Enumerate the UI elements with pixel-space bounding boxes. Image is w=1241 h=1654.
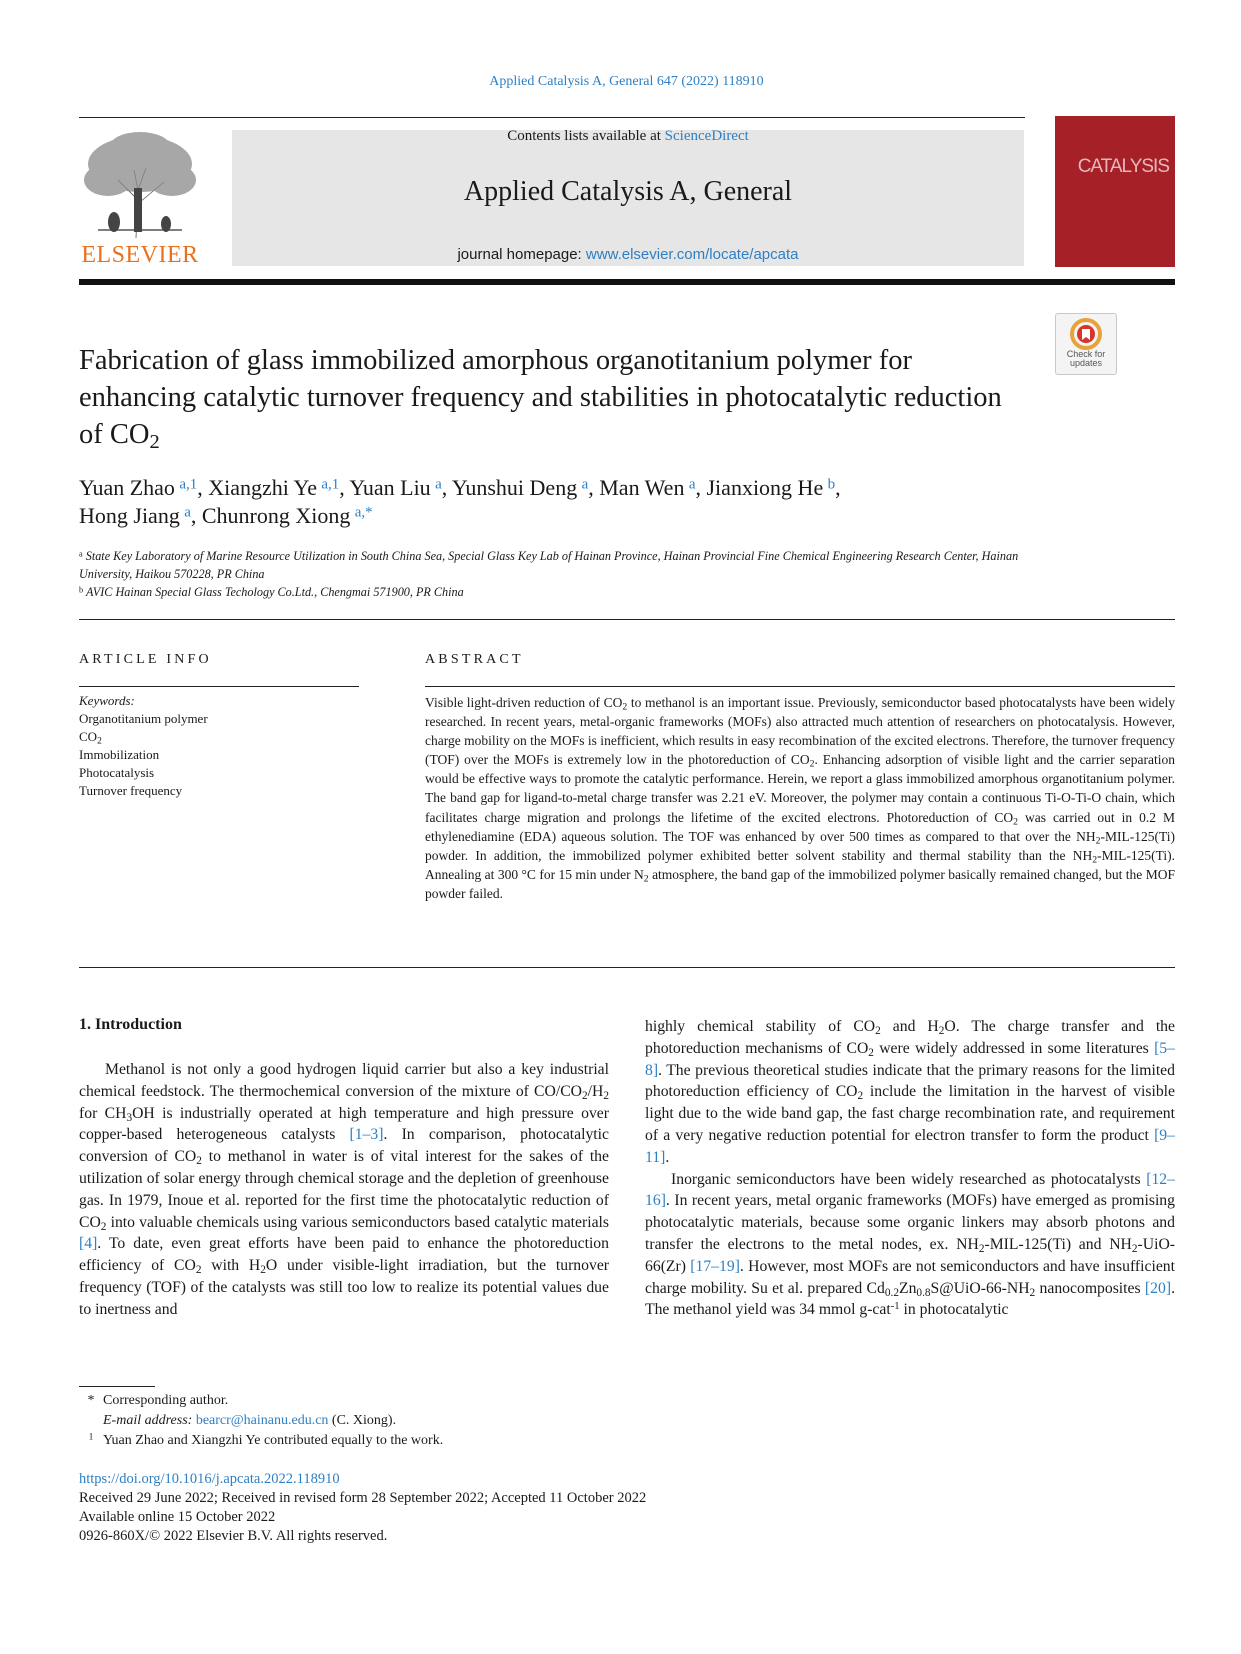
elsevier-logo[interactable] [78,130,202,270]
homepage-line [232,246,1024,263]
email-note: E-mail address: bearcr@hainanu.edu.cn (C. Xiong). [103,1413,397,1428]
author-affiliation-mark[interactable]: a,1 [179,476,198,493]
available-online: Available online 15 October 2022 [79,1509,276,1525]
author-affiliation-mark[interactable]: a [435,476,442,493]
author-name[interactable]: Yunshui Deng [451,475,578,500]
journal-citation-link[interactable]: Applied Catalysis A, General 647 (2022) 118910 [489,74,764,89]
journal-cover-thumbnail[interactable] [1055,116,1175,267]
front-matter-divider [79,967,1175,968]
footnote-rule [79,1386,155,1387]
author-affiliation-mark[interactable]: a [581,476,589,493]
header-divider [79,117,1025,118]
check-updates-icon [1056,316,1116,352]
author-affiliation-mark[interactable]: a,* [354,504,373,521]
reference-link[interactable]: [1–3] [349,1126,384,1144]
author-list: Yuan Zhao $^{a,1}$, Xiangzhi Ye $^{a,1}$, Yuan Liu $^a$, Yunshui Deng $^a$, Man Wen $^a$, Jianxiong He $^b$, Hong Jiang $^a$, Chunrong Xiong $^{a,*}$ [79,475,841,528]
title-subscript: 2 [149,431,160,454]
keyword-item: Organotitanium polymer [79,711,208,726]
intro-paragraph-3: Inorganic semiconductors have been widely researched as photocatalysts [12–16]. In recent years, metal organic frameworks (MOFs) have emerged as promising photocatalytic materials, because some organic linkers may absorb photons and transfer the electrons to the metal nodes, ex. $NH_2-MIL-125(Ti)$ and $NH_2-UiO-66(Zr)$ [17–19]. However, most MOFs are not semiconductors and have insufficient charge mobility. Su et al. prepared $Cd_{0.2}Zn_{0.8}S@UiO-66-NH_2$ nanocomposites [20]. The methanol yield was 34 mmol g-cat$^{-1}$ in photocatalytic [645,1170,1175,1319]
author-affiliation-mark[interactable]: a,1 [321,476,340,493]
author-name[interactable]: Xiangzhi Ye [208,475,317,500]
elsevier-tree-icon [78,130,202,240]
keyword-item: Immobilization [79,747,160,762]
check-updates-label: Check for updates [1066,349,1106,368]
keywords-label: Keywords: [79,693,135,708]
abstract-text: Visible light-driven reduction of $CO_2$ to methanol is an important issue. Previously, semiconductor based photocatalysts have been widely researched. In recent years, metal-organic frameworks (MOFs) also attracted much attention of researchers on photocatalysis. However, charge mobility on the MOFs is inefficient, which results in easy recombination of the excited electrons. Therefore, the turnover frequency (TOF) over the MOFs is extremely low in the photoreduction of $CO_2$. Enhancing adsorption of visible light and the carrier separation would be effective ways to promote the catalytic performance. Herein, we report a glass immobilized amorphous organotitanium polymer. The band gap for ligand-to-metal charge transfer was 2.21 eV. Moreover, the polymer may contain a continuous Ti-O-Ti-O chain, which facilitates charge migration and prolongs the lifetime of the excited electrons. Photoreduction of $CO_2$ was carried out in 0.2 M ethylenediamine (EDA) aqueous solution. The TOF was enhanced by over 500 times as compared to that over the $NH_2-MIL-125(Ti)$ powder. In addition, the immobilized polymer exhibited better solvent stability and thermal stability than the $NH_2-MIL-125(Ti)$. Annealing at 300 °C for 15 min under $N_2$ atmosphere, the band gap of the immobilized polymer basically remained changed, but the MOF powder failed. [425,695,1176,901]
author-name[interactable]: Man Wen [599,475,685,500]
doi-link[interactable]: https://doi.org/10.1016/j.apcata.2022.118910 [79,1471,340,1487]
reference-link[interactable]: [17–19] [690,1257,740,1275]
abstract-rule [425,686,1175,687]
affiliation-a: $^a$ State Key Laboratory of Marine Resource Utilization in South China Sea, Special Glass Key Lab of Hainan Province, Hainan Provincial Fine Chemical Engineering Research Center, Hainan University, Haikou 570228, PR China [79,549,1019,581]
reference-link[interactable]: [9–11] [645,1126,1175,1166]
received-dates: Received 29 June 2022; Received in revised form 28 September 2022; Accepted 11 October 2022 [79,1490,647,1506]
footnotes [79,1391,779,1451]
elsevier-wordmark: ELSEVIER [81,242,199,268]
sciencedirect-link[interactable]: ScienceDirect [664,128,749,144]
keyword-item: Photocatalysis [79,765,155,780]
homepage-link[interactable]: www.elsevier.com/locate/apcata [585,246,799,263]
email-link[interactable]: bearcr@hainanu.edu.cn [195,1413,329,1428]
keywords-block [79,692,359,800]
author-name[interactable]: Hong Jiang [79,503,180,528]
check-for-updates-button[interactable] [1055,313,1117,375]
section-heading-introduction: 1. Introduction [79,1016,182,1033]
article-title [79,342,1009,453]
reference-link[interactable]: [5–8] [645,1039,1175,1079]
author-name[interactable]: Yuan Zhao [79,475,175,500]
abstract-heading: ABSTRACT [425,652,524,667]
author-name[interactable]: Jianxiong He [706,475,824,500]
copyright: 0926-860X/© 2022 Elsevier B.V. All rights reserved. [79,1528,388,1544]
publication-info [79,1470,879,1546]
affiliations-divider [79,619,1175,620]
body-column-left [79,1059,609,1321]
keyword-item-co2: $CO_2$ [79,729,102,747]
article-info-rule [79,686,359,687]
contents-line [232,128,1024,145]
author-affiliation-mark[interactable]: b [827,476,836,493]
body-column-right [645,1016,1175,1321]
keyword-item: Turnover frequency [79,783,183,798]
equal-contribution-note: $^1$ Yuan Zhao and Xiangzhi Ye contributed equally to the work. [88,1432,444,1448]
author-affiliation-mark[interactable]: a [184,504,191,521]
contents-prefix: Contents lists available at [507,128,665,144]
intro-paragraph-1: Methanol is not only a good hydrogen liquid carrier but also a key industrial chemical feedstock. The thermochemical conversion of the mixture of $CO/CO_2/H_2$ for $CH_3OH$ is industrially operated at high temperature and high pressure over copper-based heterogeneous catalysts [1–3]. In comparison, photocatalytic conversion of $CO_2$ to methanol in water is of vital interest for the sakes of the utilization of solar energy through chemical storage and the depletion of greenhouse gas. In 1979, Inoue et al. reported for the first time the photocatalytic reduction of $CO_2$ into valuable chemicals using various semiconductors based catalytic materials [4]. To date, even great efforts have been paid to enhance the photoreduction efficiency of $CO_2$ with $H_2O$ under visible-light irradiation, but the turnover frequency (TOF) of the catalysts was still too low to realize its potential values due to inertness and [79,1061,610,1318]
journal-name: Applied Catalysis A, General [463,176,793,207]
author-affiliation-mark[interactable]: a [688,476,696,493]
reference-link[interactable]: [4] [79,1235,98,1253]
affiliations [79,547,1039,601]
author-name[interactable]: Yuan Liu [349,475,431,500]
author-name[interactable]: Chunrong Xiong [201,503,351,528]
article-info-heading: ARTICLE INFO [79,652,212,667]
intro-paragraph-2: highly chemical stability of $CO_2$ and $H_2O$. The charge transfer and the photoreduction mechanisms of $CO_2$ were widely addressed in some literatures [5–8]. The previous theoretical studies indicate that the primary reasons for the limited photoreduction efficiency of $CO_2$ include the limitation in the harvest of visible light due to the wide band gap, the fast charge recombination rate, and requirement of a very negative reduction potential for electron transfer to form the product [9–11]. [645,1018,1175,1166]
reference-link[interactable]: [12–16] [645,1170,1175,1210]
title-text: Fabrication of glass immobilized amorphous organotitanium polymer for enhancing catalytic turnover frequency and stabilities in photocatalytic reduction of CO [79,345,1002,450]
cover-title: CATALYSIS [1077,156,1169,177]
reference-link[interactable]: [20] [1144,1279,1172,1297]
corresponding-author-note: * Corresponding author. [87,1393,229,1408]
homepage-prefix: journal homepage: [457,246,586,263]
header-thick-rule [79,279,1175,285]
affiliation-b: $^b$ AVIC Hainan Special Glass Techology Co.Ltd., Chengmai 571900, PR China [79,585,464,599]
